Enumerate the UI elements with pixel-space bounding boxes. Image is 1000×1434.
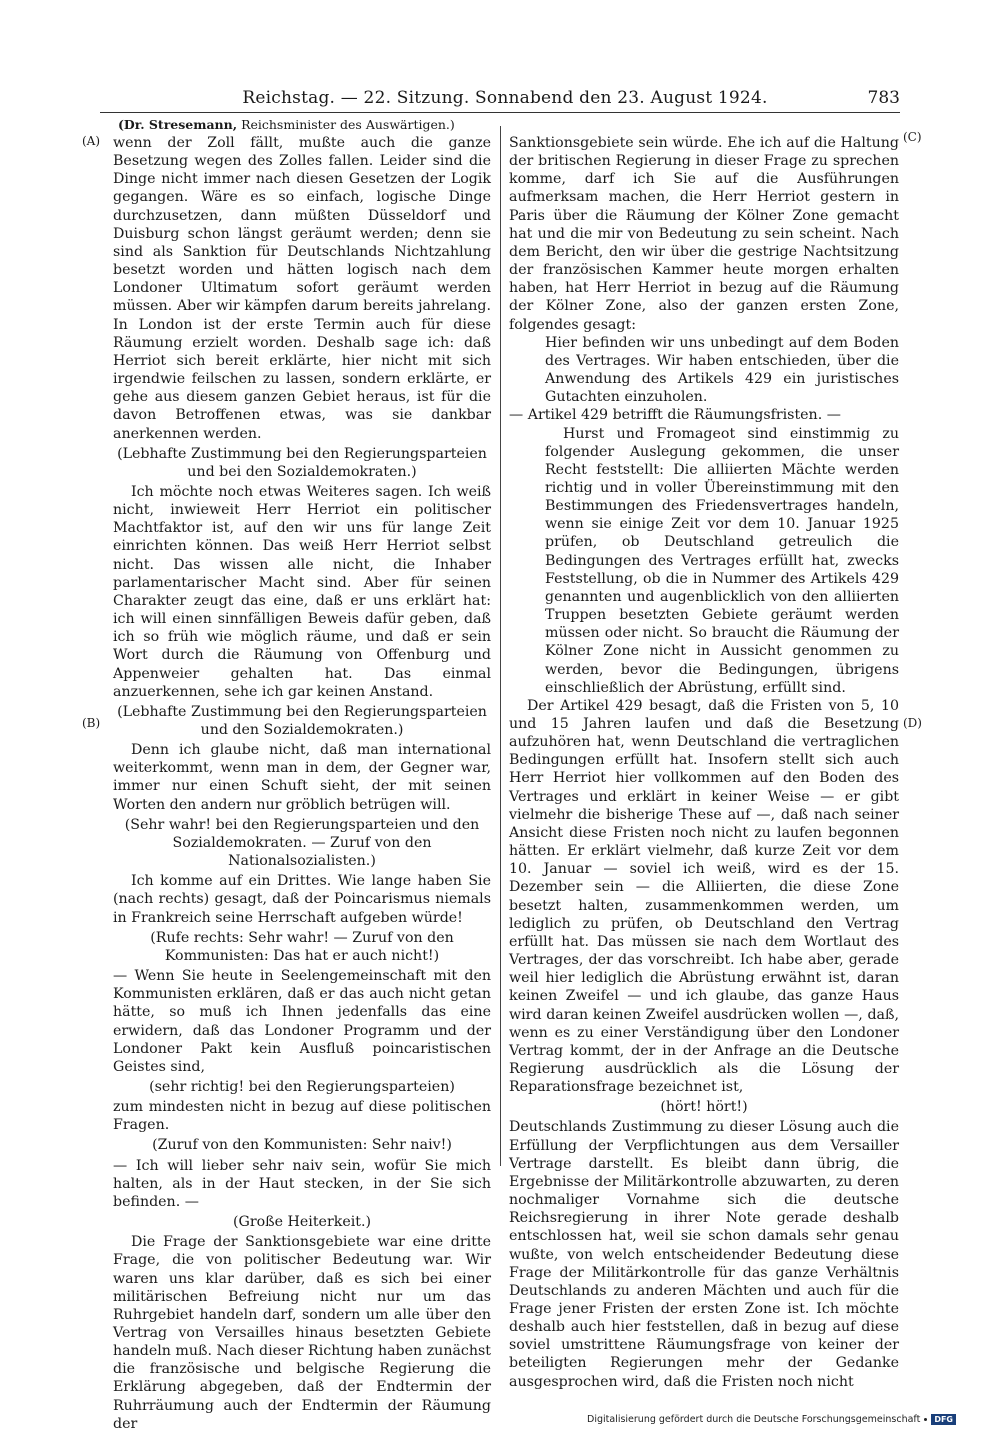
paragraph: — Ich will lieber sehr naiv sein, wofür Sie mich halten, als in der Haut stecken, in der Sie sich befinden. — — [113, 1157, 491, 1210]
right-column — [509, 134, 899, 1391]
quotation: Hier befinden wir uns unbedingt auf dem Boden des Vertrages. Wir haben entschieden, über die Anwendung des Artikels 429 ein juristisches Gutachten einzuholen. — [545, 334, 899, 406]
separator-dot-icon — [924, 1418, 927, 1421]
interjection: (Rufe rechts: Sehr wahr! — Zuruf von den Kommunisten: Das hat er auch nicht!) — [150, 929, 454, 964]
interjection: (Große Heiterkeit.) — [232, 1214, 372, 1231]
interjection: (Lebhafte Zustimmung bei den Regierungsparteien und den Sozialdemokraten.) — [117, 703, 487, 738]
speaker-role: Reichsminister des Auswärtigen.) — [241, 117, 455, 132]
margin-mark-b: (B) — [82, 716, 101, 730]
margin-mark-a: (A) — [82, 134, 101, 148]
interjection: (Lebhafte Zustimmung bei den Regierungsparteien und bei den Sozialdemokraten.) — [117, 445, 487, 480]
interjection: (Zuruf von den Kommunisten: Sehr naiv!) — [152, 1137, 452, 1154]
header-rule — [100, 112, 900, 113]
interjection: (Sehr wahr! bei den Regierungsparteien und den Sozialdemokraten. — Zuruf von den Nationalsozialisten.) — [124, 816, 480, 870]
paragraph: Die Frage der Sanktionsgebiete war eine dritte Frage, die von politischer Bedeutung war. Wir waren uns klar darüber, daß es sich bei einer militärischen Befreiung nicht nur um das Ruhrgebiet handeln darf, sondern um alle über den Vertrag von Versailles hinaus besetzten Gebiete handeln muß. Nach dieser Richtung haben zunächst die französische und belgische Regierung die Erklärung abgegeben, daß der Endtermin der Ruhrräumung auch der Endtermin der Räumung der — [113, 1234, 491, 1432]
speaker-name: (Dr. Stresemann, — [118, 117, 238, 132]
margin-mark-d: (D) — [903, 716, 922, 730]
paragraph: — Artikel 429 betrifft die Räumungsfristen. — — [509, 407, 841, 424]
paragraph: Ich komme auf ein Drittes. Wie lange haben Sie (nach rechts) gesagt, daß der Poincarismus niemals in Frankreich seine Herrschaft aufgeben würde! — [113, 873, 491, 926]
page-header — [110, 88, 900, 114]
margin-mark-c: (C) — [903, 130, 922, 144]
paragraph: Der Artikel 429 besagt, daß die Fristen von 5, 10 und 15 Jahren laufen und daß die Besetzung aufzuhören hat, wenn Deutschland die vertraglichen Bedingungen erfüllt hat. Insofern stellt sich auch Herr Herriot hier vollkommen auf den Boden des Vertrages und erklärt in keiner Weise — er gibt vielmehr die bisherige These auf —, daß nach seiner Ansicht diese Fristen noch nicht zu laufen begonnen hätten. Er erklärt vielmehr, daß kurze Zeit vor dem 10. Januar — soviel ich weiß, wird es der 15. Dezember sein — die Alliierten, die diese Zone besetzt halten, zusammenkommen werden, um lediglich zu prüfen, ob Deutschland den Vertrag erfüllt hat. Das müssen sie nach dem Wortlaut des Vertrages, der das vorschreibt. Ich habe aber, gerade weil hier lediglich die Abrüstung erwähnt ist, daran keinen Zweifel — und ich glaube, das ganze Haus wird daran keinen Zweifel ausdrücken wollen —, daß, wenn es zu einer Verständigung über den Londoner Vertrag kommt, der in der Anfrage an die Deutsche Regierung ausdrücklich als die Lösung der Reparationsfrage bezeichnet ist, — [509, 697, 899, 1096]
paragraph: — Wenn Sie heute in Seelengemeinschaft mit den Kommunisten erklären, daß er das auch nicht getan hätte, so muß ich Ihnen jedenfalls das eine erwidern, daß das Londoner Programm und der Londoner Pakt kein Ausfluß poincaristischen Geistes sind, — [113, 968, 491, 1075]
quotation: Hurst und Fromageot sind einstimmig zu folgender Auslegung gekommen, die unser Recht feststellt: Die alliierten Mächte werden richtig und in voller Übereinstimmung mit den Bestimmungen des Friedensvertrages handeln, wenn sie einige Zeit vor dem 10. Januar 1925 prüfen, ob Deutschland getreulich die Bedingungen des Vertrages erfüllt hat, zwecks Feststellung, ob die in Nummer des Artikels 429 genannten und augenblicklich von den alliierten Truppen besetzten Gebiete geräumt werden müssen oder nicht. So braucht die Räumung der Kölner Zone nicht in Aussicht genommen zu werden, bevor die Bedingungen, übrigens einschließlich der Abrüstung, erfüllt sind. — [545, 425, 899, 696]
footer-credit: Digitalisierung gefördert durch die Deutsche Forschungsgemeinschaft — [587, 1414, 921, 1425]
paragraph: Ich möchte noch etwas Weiteres sagen. Ich weiß nicht, inwieweit Herr Herriot ein politischer Machtfaktor ist, auf den wir uns für lange Zeit einrichten können. Das weiß Herr Herriot selbst nicht. Das wissen alle nicht, die Inhaber parlamentarischer Macht sind. Aber für seinen Charakter zeugt das eine, daß er uns erklärt hat: ich will einen sinnfälligen Beweis dafür geben, daß ich so früh wie möglich räume, und daß er sein Wort durch die Räumung von Offenburg und Appenweier gehalten hat. Das einmal anzuerkennen, sehe ich gar keinen Anstand. — [113, 483, 491, 700]
column-separator — [500, 126, 501, 1166]
page-number: 783 — [867, 88, 900, 108]
left-column — [113, 134, 491, 1433]
paragraph: Sanktionsgebiete sein würde. Ehe ich auf die Haltung der britischen Regierung in dieser Frage zu sprechen komme, darf ich Sie auf die Ausführungen aufmerksam machen, die Herr Herriot gestern in Paris über die Räumung der Kölner Zone gemacht hat und die mir von Bedeutung zu sein scheint. Nach dem Bericht, den wir über die gestrige Nachtsitzung der französischen Kammer heute morgen erhalten haben, hat Herr Herriot in bezug auf die Räumung der Kölner Zone, also der ganzen ersten Zone, folgendes gesagt: — [509, 135, 899, 333]
interjection: (hört! hört!) — [660, 1099, 748, 1116]
paragraph: Denn ich glaube nicht, daß man international weiterkommt, wenn man in dem, der Gegner war, immer nur einen Schuft sieht, der mit seinen Worten den andern nur gröblich betrügen will. — [113, 742, 491, 813]
paragraph: wenn der Zoll fällt, mußte auch die ganze Besetzung wegen des Zolles fallen. Leider sind die Dinge nicht immer nach diesen Gesetzen der Logik gegangen. Wäre es so einfach, logische Dinge durchzusetzen, dann müßten Düsseldorf und Duisburg schon längst geräumt werden; denn sie sind als Sanktion für Deutschlands Nichtzahlung besetzt worden und hätten logisch nach dem Londoner Ultimatum sofort geräumt werden müssen. Aber wir kämpfen darum bereits jahrelang. In London ist der erste Termin auch für diese Räumung erzielt worden. Deshalb sage ich: daß Herriot sich bereit erklärte, hier nicht mit sich irgendwie feilschen zu lassen, sondern erklärte, er gehe aus diesem ganzen Gebiet heraus, ist für die davon Betroffenen etwas, was sie dankbar anerkennen werden. — [113, 135, 491, 442]
footer — [587, 1414, 956, 1425]
interjection: (sehr richtig! bei den Regierungsparteien) — [149, 1078, 455, 1095]
speaker-line — [118, 117, 455, 132]
paragraph: Deutschlands Zustimmung zu dieser Lösung auch die Erfüllung der Verpflichtungen aus dem Versailler Vertrage darstellt. Es bleibt dann übrig, die Ergebnisse der Militärkontrolle abzuwarten, zu deren nochmaliger Vornahme sich die deutsche Reichsregierung in ihrer Note gerade deshalb entschlossen hat, weil sie schon damals sehr genau wußte, von welch entscheidender Bedeutung diese Frage der Militärkontrolle für das ganze Verhältnis Deutschlands zu anderen Mächten und auch für die Frage jener Fristen der ersten Zone ist. Ich möchte deshalb auch hier feststellen, daß in bezug auf diese soviel umstrittene Räumungsfrage von keiner der beteiligten Regierungen mehr der Gedanke ausgesprochen wird, daß die Fristen noch nicht — [509, 1119, 899, 1390]
paragraph: zum mindesten nicht in bezug auf diese politischen Fragen. — [113, 1099, 491, 1134]
running-title: Reichstag. — 22. Sitzung. Sonnabend den 23. August 1924. — [242, 88, 768, 108]
dfg-logo: DFG — [931, 1414, 956, 1425]
